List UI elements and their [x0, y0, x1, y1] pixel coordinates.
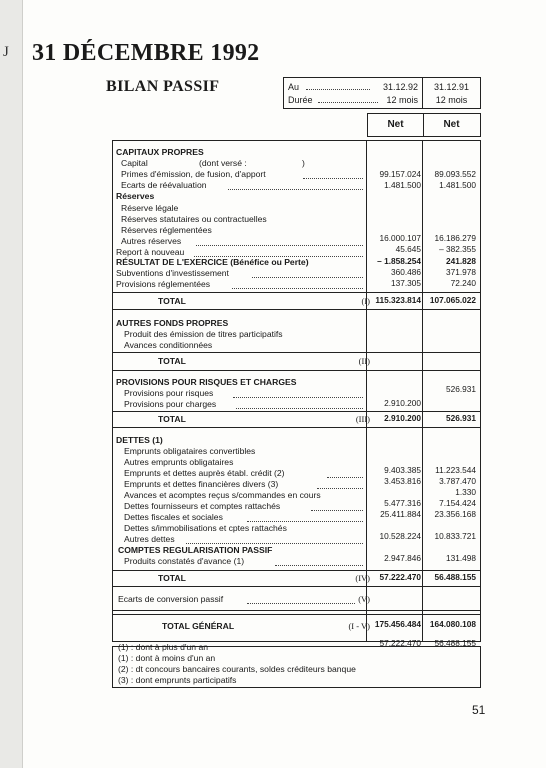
net-header-previous: Net: [443, 119, 460, 130]
au-label: Au: [288, 82, 300, 92]
provisions-title: PROVISIONS POUR RISQUES ET CHARGES: [116, 377, 297, 387]
date-previous: 31.12.91: [433, 82, 470, 92]
months-current: 12 mois: [386, 95, 418, 105]
months-previous: 12 mois: [435, 95, 468, 105]
net-header: [367, 113, 481, 137]
total-general-previous: 164.080.108: [429, 619, 476, 629]
gutter-mark: J: [3, 44, 9, 60]
comptes-regul-title: COMPTES REGULARISATION PASSIF: [118, 545, 273, 555]
duree-label: Durée: [288, 95, 313, 105]
net-header-current: Net: [368, 114, 424, 136]
binding-gutter: [0, 0, 23, 768]
total-general-current: 175.456.484: [374, 619, 421, 629]
capital-label: Capital: [121, 158, 148, 168]
total-i-current: 115.323.814: [375, 295, 421, 305]
autres-fonds-title: AUTRES FONDS PROPRES: [116, 318, 229, 328]
page-number: 51: [472, 703, 486, 717]
section-title: BILAN PASSIF: [106, 78, 220, 95]
ecarts-conversion-label: Ecarts de conversion passif: [118, 594, 224, 604]
date-current: 31.12.92: [382, 82, 418, 92]
primes-label: Primes d'émission, de fusion, d'apport: [121, 169, 266, 179]
period-header-previous: [423, 78, 480, 108]
total-general-label: TOTAL GÉNÉRAL: [162, 621, 235, 631]
resultat-label: RÉSULTAT DE L'EXERCICE (Bénéfice ou Perte): [116, 257, 309, 267]
period-header: [283, 77, 481, 109]
capitaux-title: CAPITAUX PROPRES: [116, 147, 204, 157]
total-i-previous: 107.065.022: [429, 295, 476, 305]
page-title: 31 DÉCEMBRE 1992: [32, 40, 260, 66]
total-i-label: TOTAL: [158, 296, 186, 306]
ecarts-label: Ecarts de réévaluation: [121, 180, 207, 190]
reserves-title: Réserves: [116, 191, 155, 201]
dont-verse-label: (dont versé :: [199, 158, 247, 168]
dettes-title: DETTES (1): [116, 435, 163, 445]
period-header-current: [284, 78, 423, 108]
